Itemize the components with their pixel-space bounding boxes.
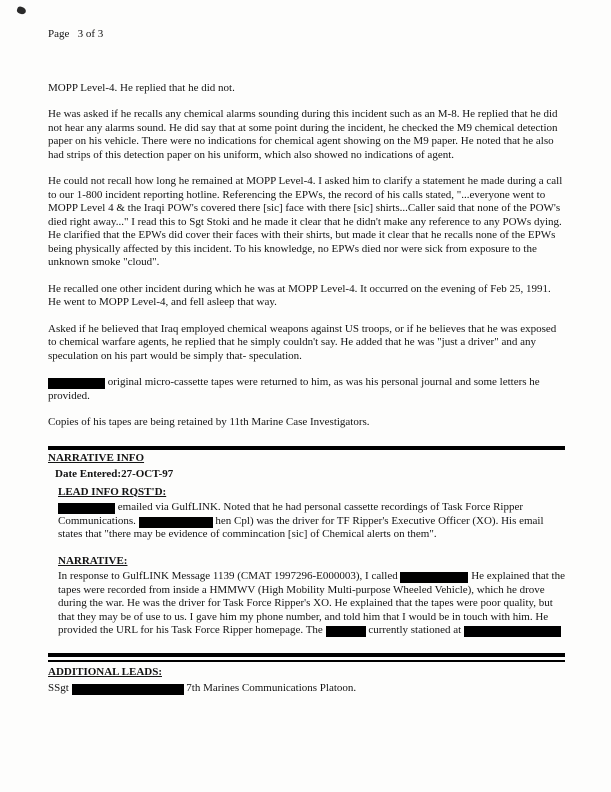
paragraph-copies-retained: Copies of his tapes are being retained by 11th Marine Case Investigators. xyxy=(48,416,370,428)
paragraph-other-incident: He recalled one other incident during which he was at MOPP Level-4. It occurred on the evening of Feb 25, 1991. He went to MOPP Level-4, and fell asleep that way. xyxy=(48,282,551,308)
additional-leads-heading: ADDITIONAL LEADS: xyxy=(48,665,162,678)
additional-leads-divider-bottom xyxy=(48,660,565,662)
narrative-heading: NARRATIVE: xyxy=(58,554,128,567)
paragraph-tapes-returned-text: original micro-cassette tapes were returned to him, as was his personal journal and some letters he provided. xyxy=(48,376,540,402)
paragraph-speculation: Asked if he believed that Iraq employed chemical weapons against US troops, or if he believes that he was exposed to chemical warfare agents, he replied that he simply couldn't say. He added that he was "just a driver" and any speculation on his part would be simply that- speculation. xyxy=(48,322,557,362)
narrative-text-2: He explained that the tapes were recorded from inside a HMMWV (High Mobility Multi-purpose Wheeled Vehicle), which he drove during the war. He was the driver for Task Force Ripper's XO. He explained that the tapes were poor quality, but that they may be of use to us. I gave him my phone number, and told him that I would be in touch with him. He provided the URL for his Task Force Ripper homepage. The xyxy=(58,570,565,636)
additional-leads-prefix: SSgt xyxy=(48,682,69,694)
lead-info-heading: LEAD INFO RQST'D: xyxy=(58,485,167,498)
paragraph-hotline-clarification: He could not recall how long he remained at MOPP Level-4. I asked him to clarify a statement he made during a call to our 1-800 incident reporting hotline. Referencing the EPWs, the record of his calls stated, "...everyone went to MOPP Level 4 & the Iraqi POW's covered there [sic] face with there [sic] shirts...Caller said that none of the POW's died right away..." I read this to Sgt Stoki and he made it clear that he didn't make any reference to any POWs dying. He clarified that the EPWs did cover their faces with their shirts, but made it clear that he recalls none of the EPWs being physically affected by this incident. To his knowledge, no EPWs died nor were sick from exposure to the unknown smoke "cloud". xyxy=(48,175,563,268)
narrative-paragraph xyxy=(58,570,565,638)
additional-leads-suffix: 7th Marines Communications Platoon. xyxy=(186,682,357,694)
narrative-text-1: In response to GulfLINK Message 1139 (CMAT 1997296-E000003), I called xyxy=(58,570,398,582)
lead-info-text-1: emailed via GulfLINK. Noted that he had personal cassette recordings of Task Force Ripper Communications. xyxy=(58,501,524,527)
redaction-bar xyxy=(48,378,105,389)
redaction-bar xyxy=(464,626,561,637)
paragraph-mopp-reply: MOPP Level-4. He replied that he did not. xyxy=(48,81,235,94)
page-number: Page 3 of 3 xyxy=(48,28,104,40)
additional-leads-divider-top xyxy=(48,653,565,657)
redaction-bar xyxy=(139,517,213,528)
redaction-bar xyxy=(326,626,366,637)
narrative-info-divider xyxy=(48,446,565,450)
lead-info-text-2: hen Cpl) was the driver for TF Ripper's Executive Officer (XO). His email states that "there may be evidence of commincation [sic] of Chemical alerts on them". xyxy=(58,514,544,540)
additional-leads-line xyxy=(48,682,565,696)
narrative-info-heading: NARRATIVE INFO xyxy=(48,451,145,464)
paragraph-tapes-returned xyxy=(48,376,565,403)
lead-info-paragraph xyxy=(58,501,565,542)
redaction-bar xyxy=(58,503,115,514)
narrative-text-3: currently stationed at xyxy=(368,624,462,636)
date-entered-line: Date Entered:27-OCT-97 xyxy=(55,468,174,480)
redaction-bar xyxy=(400,572,468,583)
redaction-bar xyxy=(72,684,184,695)
paragraph-chemical-alarms: He was asked if he recalls any chemical alarms sounding during this incident such as an M-8. He replied that he did not hear any alarms sound. He did say that at some point during the incident, he checked the M9 chemical detection paper on his vehicle. There were no indications for chemical agent showing on the M9 paper. He noted that he also had strips of this detection paper on his uniform, which also showed no indications of agent. xyxy=(48,108,558,161)
